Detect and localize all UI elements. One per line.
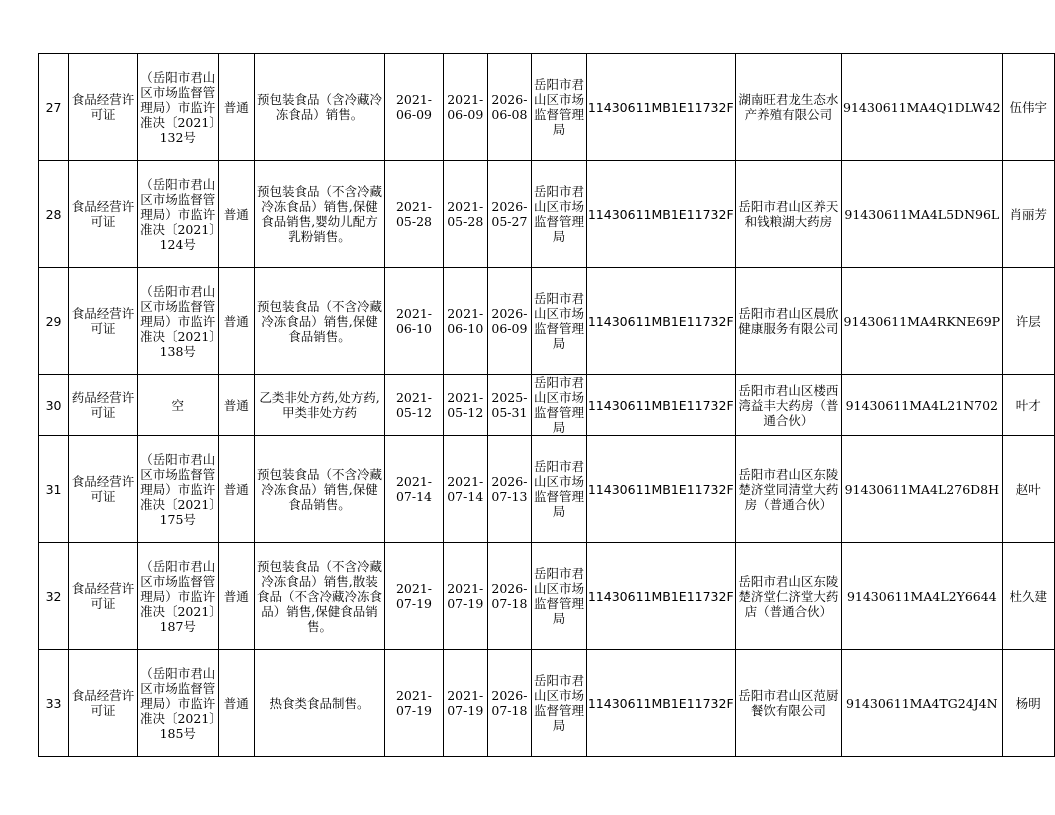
legal-representative-cell [1002,543,1054,650]
authority-text: 岳阳市君山区市场监督管理局 [534,291,585,351]
valid-from-text: 2021-06-10 [447,306,484,336]
category-text: 普通 [223,397,249,413]
license-type-text: 食品经营许可证 [71,688,135,718]
authority-text: 岳阳市君山区市场监督管理局 [534,566,585,626]
authority-text: 岳阳市君山区市场监督管理局 [534,375,585,435]
seq-cell [39,161,69,268]
legal-rep-text: 许层 [1015,313,1041,329]
business-scope-cell [254,650,384,757]
license-table [38,53,1055,757]
table-row [39,436,1055,543]
authority-code-text: 11430611MB1E11732F [587,695,734,711]
seq-cell [39,268,69,375]
decision-date-cell [385,375,444,436]
entity-text: 湖南旺君龙生态水产养殖有限公司 [738,92,839,122]
seq-text: 27 [45,99,62,115]
authority-code-cell [586,161,735,268]
legal-representative-cell [1002,268,1054,375]
authority-code-text: 11430611MB1E11732F [587,313,734,329]
category-text: 普通 [223,481,249,497]
valid-from-text: 2021-06-09 [447,92,484,122]
decision-number-cell [137,650,218,757]
category-cell [218,268,254,375]
issuing-authority-cell [532,436,587,543]
decision-date-text: 2021-05-12 [395,390,433,420]
decision-number-cell [137,436,218,543]
category-cell [218,375,254,436]
authority-code-text: 11430611MB1E11732F [587,588,734,604]
valid-from-cell [443,543,487,650]
decision-no-text: （岳阳市君山区市场监督管理局）市监许准决〔2021〕124号 [139,176,216,252]
license-type-text: 药品经营许可证 [71,390,135,420]
decision-date-text: 2021-07-19 [395,688,433,718]
authority-code-cell [586,54,735,161]
license-type-cell [69,375,138,436]
valid-to-text: 2026-06-08 [491,92,528,122]
entity-text: 岳阳市君山区东陵楚济堂仁济堂大药店（普通合伙） [738,573,839,619]
decision-no-text: （岳阳市君山区市场监督管理局）市监许准决〔2021〕185号 [139,665,216,741]
credit-code-text: 91430611MA4L21N702 [845,397,999,413]
entity-text: 岳阳市君山区东陵楚济堂同清堂大药房（普通合伙） [738,466,839,512]
valid-from-text: 2021-07-19 [447,688,484,718]
license-type-cell [69,543,138,650]
decision-no-text: （岳阳市君山区市场监督管理局）市监许准决〔2021〕187号 [139,558,216,634]
category-text: 普通 [223,588,249,604]
credit-code-cell [842,375,1003,436]
valid-from-cell [443,436,487,543]
legal-representative-cell [1002,54,1054,161]
scope-text: 乙类非处方药,处方药,甲类非处方药 [259,390,380,420]
scope-text: 预包装食品（不含冷藏冷冻食品）销售,保健食品销售。 [257,298,383,344]
valid-to-cell [487,161,532,268]
valid-from-text: 2021-07-14 [447,474,484,504]
entity-text: 岳阳市君山区楼西湾益丰大药房（普通合伙） [738,382,839,428]
valid-from-cell [443,54,487,161]
seq-text: 30 [45,397,62,413]
valid-from-cell [443,268,487,375]
scope-text: 预包装食品（含冷藏冷冻食品）销售。 [257,92,383,122]
credit-code-text: 91430611MA4L5DN96L [844,206,1000,222]
license-type-cell [69,650,138,757]
legal-rep-text: 赵叶 [1015,481,1041,497]
authority-code-text: 11430611MB1E11732F [587,99,734,115]
credit-code-text: 91430611MA4L2Y6644 [846,588,997,604]
decision-date-cell [385,436,444,543]
authority-text: 岳阳市君山区市场监督管理局 [534,77,585,137]
legal-rep-text: 肖丽芳 [1009,206,1048,222]
license-type-cell [69,268,138,375]
authority-code-cell [586,436,735,543]
entity-name-cell [735,436,841,543]
category-cell [218,54,254,161]
issuing-authority-cell [532,375,587,436]
category-text: 普通 [223,313,249,329]
category-cell [218,650,254,757]
decision-date-cell [385,543,444,650]
entity-name-cell [735,161,841,268]
issuing-authority-cell [532,268,587,375]
category-cell [218,161,254,268]
business-scope-cell [254,436,384,543]
seq-text: 32 [45,588,62,604]
table-row [39,543,1055,650]
license-type-text: 食品经营许可证 [71,92,135,122]
license-type-text: 食品经营许可证 [71,474,135,504]
license-type-text: 食品经营许可证 [71,199,135,229]
entity-name-cell [735,543,841,650]
valid-to-cell [487,54,532,161]
decision-number-cell [137,375,218,436]
valid-to-text: 2026-07-13 [491,474,528,504]
decision-number-cell [137,54,218,161]
valid-to-text: 2026-07-18 [491,688,528,718]
table-row [39,268,1055,375]
decision-date-cell [385,54,444,161]
seq-cell [39,543,69,650]
license-type-text: 食品经营许可证 [71,306,135,336]
issuing-authority-cell [532,650,587,757]
seq-cell [39,375,69,436]
valid-to-cell [487,543,532,650]
decision-date-cell [385,268,444,375]
scope-text: 预包装食品（不含冷藏冷冻食品）销售,散装食品（不含冷藏冷冻食品）销售,保健食品销售。 [257,558,383,634]
business-scope-cell [254,375,384,436]
legal-representative-cell [1002,375,1054,436]
authority-code-cell [586,375,735,436]
decision-date-text: 2021-07-14 [395,474,433,504]
entity-name-cell [735,650,841,757]
decision-date-cell [385,161,444,268]
seq-cell [39,436,69,543]
entity-name-cell [735,54,841,161]
entity-text: 岳阳市君山区晨欣健康服务有限公司 [738,306,839,336]
category-cell [218,543,254,650]
table-row [39,650,1055,757]
decision-no-text: 空 [171,397,184,413]
business-scope-cell [254,161,384,268]
valid-from-cell [443,650,487,757]
seq-cell [39,54,69,161]
legal-representative-cell [1002,161,1054,268]
authority-text: 岳阳市君山区市场监督管理局 [534,459,585,519]
decision-number-cell [137,543,218,650]
business-scope-cell [254,268,384,375]
seq-text: 28 [45,206,62,222]
decision-date-text: 2021-06-10 [395,306,433,336]
issuing-authority-cell [532,161,587,268]
license-type-cell [69,54,138,161]
scope-text: 预包装食品（不含冷藏冷冻食品）销售,保健食品销售。 [257,466,383,512]
scope-text: 预包装食品（不含冷藏冷冻食品）销售,保健食品销售,婴幼儿配方乳粉销售。 [257,184,383,244]
credit-code-cell [842,436,1003,543]
license-type-text: 食品经营许可证 [71,581,135,611]
scope-text: 热食类食品制售。 [269,695,370,711]
entity-text: 岳阳市君山区范厨餐饮有限公司 [738,688,839,718]
legal-rep-text: 杨明 [1015,695,1041,711]
valid-from-text: 2021-07-19 [447,581,484,611]
valid-from-text: 2021-05-12 [447,390,484,420]
entity-name-cell [735,375,841,436]
credit-code-text: 91430611MA4L276D8H [844,481,1000,497]
seq-text: 29 [45,313,62,329]
credit-code-cell [842,161,1003,268]
legal-representative-cell [1002,436,1054,543]
license-type-cell [69,436,138,543]
decision-date-cell [385,650,444,757]
legal-rep-text: 叶才 [1015,397,1041,413]
legal-representative-cell [1002,650,1054,757]
issuing-authority-cell [532,54,587,161]
credit-code-cell [842,650,1003,757]
decision-date-text: 2021-05-28 [395,199,433,229]
business-scope-cell [254,54,384,161]
authority-code-cell [586,650,735,757]
valid-to-text: 2026-07-18 [491,581,528,611]
entity-text: 岳阳市君山区养天和钱粮湖大药房 [738,199,839,229]
table-row [39,161,1055,268]
legal-rep-text: 伍伟宇 [1009,99,1048,115]
decision-date-text: 2021-06-09 [395,92,433,122]
credit-code-cell [842,54,1003,161]
valid-to-text: 2026-06-09 [491,306,528,336]
credit-code-cell [842,543,1003,650]
credit-code-text: 91430611MA4RKNE69P [843,313,1001,329]
credit-code-text: 91430611MA4Q1DLW42 [843,99,1001,115]
category-text: 普通 [223,99,249,115]
valid-to-text: 2026-05-27 [491,199,528,229]
legal-rep-text: 杜久建 [1009,588,1048,604]
valid-to-cell [487,436,532,543]
authority-text: 岳阳市君山区市场监督管理局 [534,184,585,244]
decision-no-text: （岳阳市君山区市场监督管理局）市监许准决〔2021〕175号 [139,451,216,527]
table-row [39,375,1055,436]
seq-text: 31 [45,481,62,497]
seq-text: 33 [45,695,62,711]
decision-no-text: （岳阳市君山区市场监督管理局）市监许准决〔2021〕138号 [139,283,216,359]
valid-to-cell [487,650,532,757]
valid-to-cell [487,268,532,375]
license-type-cell [69,161,138,268]
business-scope-cell [254,543,384,650]
authority-code-text: 11430611MB1E11732F [587,206,734,222]
category-cell [218,436,254,543]
decision-number-cell [137,268,218,375]
authority-code-cell [586,268,735,375]
entity-name-cell [735,268,841,375]
decision-number-cell [137,161,218,268]
credit-code-cell [842,268,1003,375]
authority-code-text: 11430611MB1E11732F [587,397,734,413]
seq-cell [39,650,69,757]
valid-from-cell [443,161,487,268]
decision-date-text: 2021-07-19 [395,581,433,611]
category-text: 普通 [223,206,249,222]
decision-no-text: （岳阳市君山区市场监督管理局）市监许准决〔2021〕132号 [139,69,216,145]
credit-code-text: 91430611MA4TG24J4N [846,695,998,711]
category-text: 普通 [223,695,249,711]
valid-to-text: 2025-05-31 [491,390,528,420]
valid-from-cell [443,375,487,436]
valid-from-text: 2021-05-28 [447,199,484,229]
table-row [39,54,1055,161]
authority-code-text: 11430611MB1E11732F [587,481,734,497]
authority-code-cell [586,543,735,650]
issuing-authority-cell [532,543,587,650]
authority-text: 岳阳市君山区市场监督管理局 [534,673,585,733]
valid-to-cell [487,375,532,436]
